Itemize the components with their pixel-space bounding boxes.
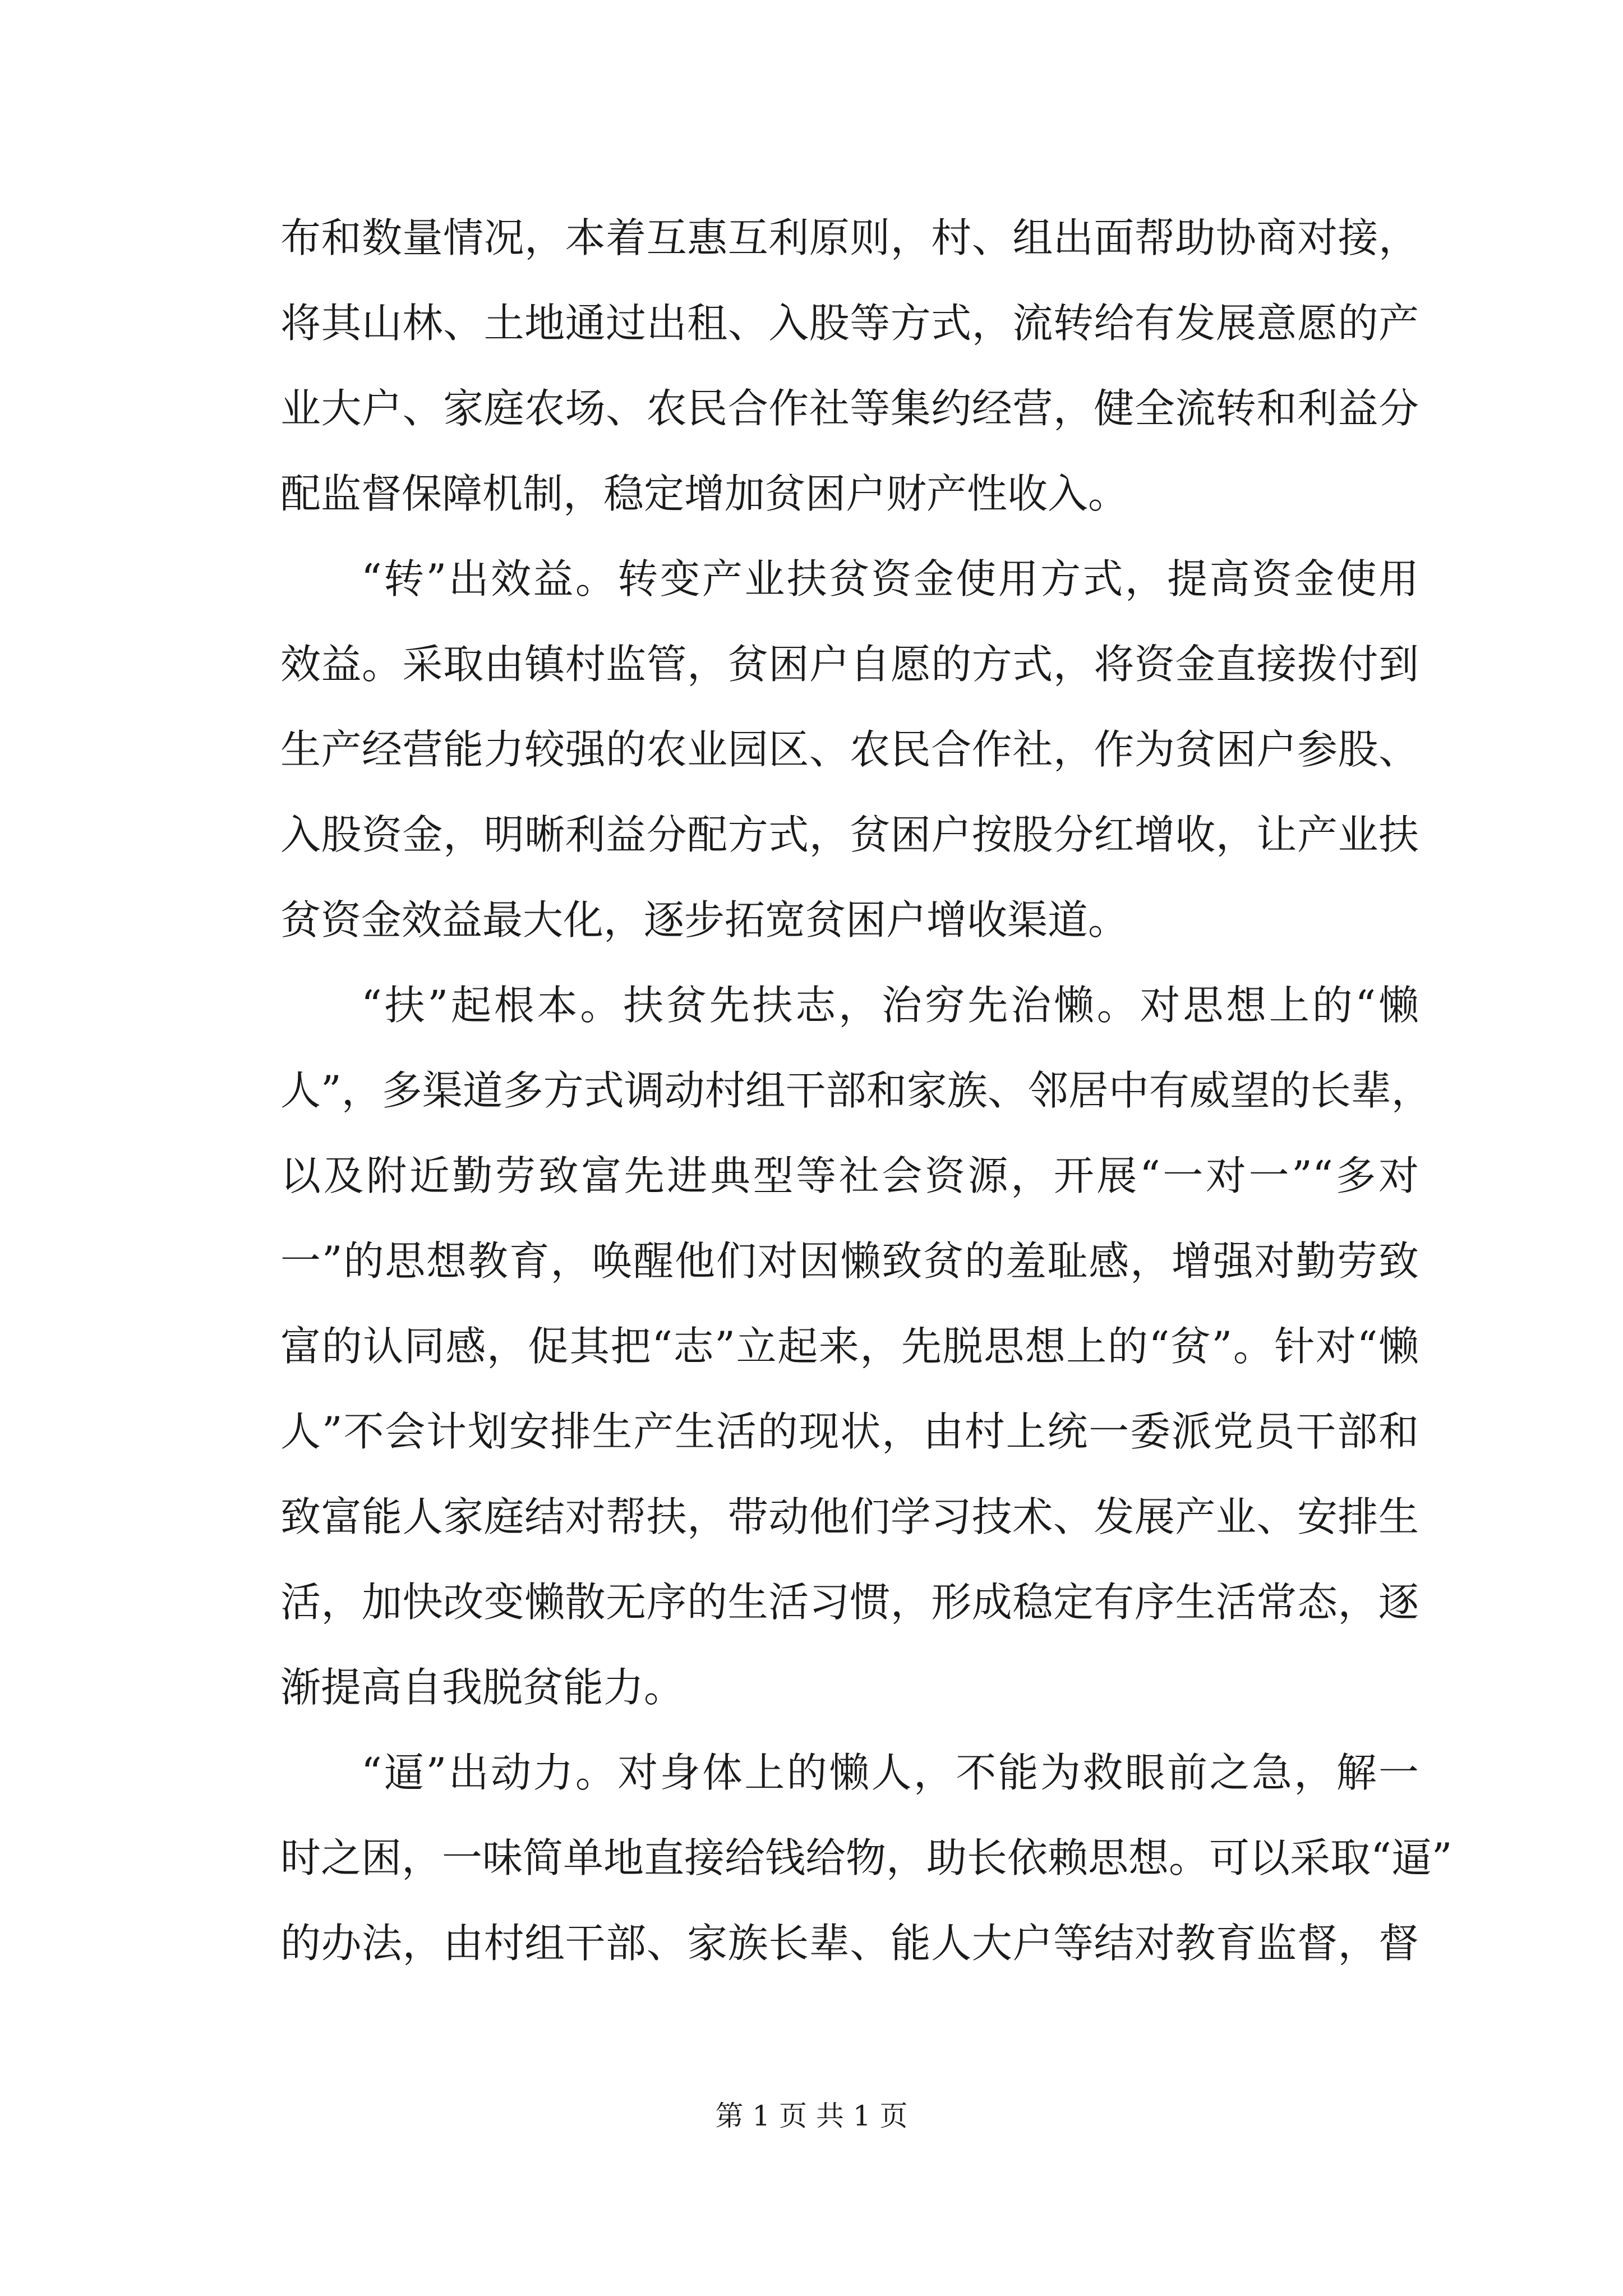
text-line: 时之困，一味简单地直接给钱给物，助长依赖思想。可以采取“逼”: [280, 1834, 1453, 1881]
text-line: 人”，多渠道多方式调动村组干部和家族、邻居中有威望的长辈，: [280, 1067, 1432, 1114]
text-line: 入股资金，明晰利益分配方式，贫困户按股分红增收，让产业扶: [280, 811, 1419, 858]
paragraph-start-line: “扶”起根本。扶贫先扶志，治穷先治懒。对思想上的“懒: [361, 982, 1419, 1029]
paragraph-start-line: “逼”出动力。对身体上的懒人，不能为救眼前之急，解一: [361, 1749, 1419, 1796]
page-footer: 第 1 页 共 1 页: [715, 2100, 908, 2132]
text-line: 配监督保障机制，稳定增加贫困户财产性收入。: [280, 470, 1129, 517]
text-line: 人”不会计划安排生产生活的现状，由村上统一委派党员干部和: [280, 1408, 1419, 1455]
text-line: 效益。采取由镇村监管，贫困户自愿的方式，将资金直接拨付到: [280, 641, 1419, 688]
text-line: 渐提高自我脱贫能力。: [280, 1664, 685, 1711]
text-line: 贫资金效益最大化，逐步拓宽贫困户增收渠道。: [280, 896, 1129, 944]
text-line: 业大户、家庭农场、农民合作社等集约经营，健全流转和利益分: [280, 385, 1419, 432]
text-line: 致富能人家庭结对帮扶，带动他们学习技术、发展产业、安排生: [280, 1493, 1419, 1540]
text-line: 的办法，由村组干部、家族长辈、能人大户等结对教育监督，督: [280, 1920, 1419, 1967]
text-line: 布和数量情况，本着互惠互利原则，村、组出面帮助协商对接，: [280, 214, 1419, 261]
paragraph-start-line: “转”出效益。转变产业扶贫资金使用方式，提高资金使用: [361, 555, 1419, 602]
text-line: 一”的思想教育，唤醒他们对因懒致贫的羞耻感，增强对勤劳致: [280, 1237, 1419, 1285]
text-line: 以及附近勤劳致富先进典型等社会资源，开展“一对一”“多对: [280, 1152, 1419, 1199]
text-line: 富的认同感，促其把“志”立起来，先脱思想上的“贫”。针对“懒: [280, 1323, 1419, 1370]
text-line: 生产经营能力较强的农业园区、农民合作社，作为贫困户参股、: [280, 726, 1419, 773]
document-body: [280, 195, 1453, 1986]
text-line: 将其山林、土地通过出租、入股等方式，流转给有发展意愿的产: [280, 300, 1419, 347]
text-line: 活，加快改变懒散无序的生活习惯，形成稳定有序生活常态，逐: [280, 1579, 1419, 1626]
